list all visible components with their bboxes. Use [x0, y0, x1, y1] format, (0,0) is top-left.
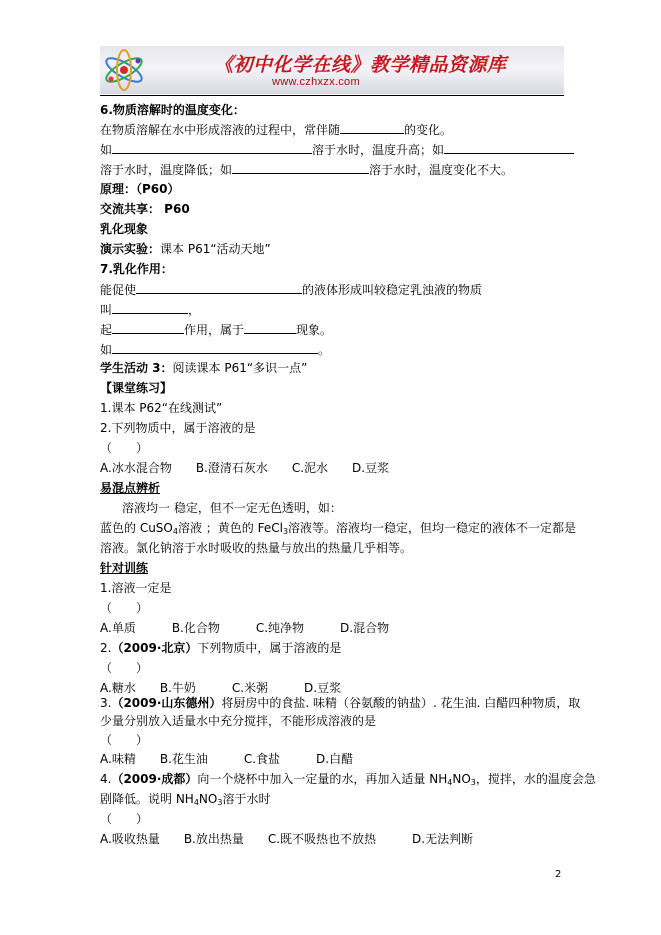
t1-options: A.单质 B.化合物 C.纯净物 D.混合物	[100, 621, 390, 635]
xs-label: 学生活动 3：	[100, 361, 173, 375]
t3-options: A.味精 B.花生油 C.食盐 D.白醋	[100, 752, 354, 766]
jiaoliu: 交流共享： P60	[100, 202, 190, 216]
yh2a: 蓝色的 CuSO	[100, 521, 173, 535]
t1-paren: （ ）	[100, 601, 149, 615]
s6-l1b: 的变化。	[404, 123, 453, 137]
yh-line2	[100, 521, 576, 539]
t3-src: （2009·山东德州）	[111, 696, 222, 710]
atom-logo-icon	[100, 47, 148, 93]
blank	[444, 142, 574, 154]
t4-a: 向一个烧杯中加入一定量的水，再加入适量 NH	[197, 772, 448, 786]
blank	[112, 142, 312, 154]
t2-src: （2009·北京）	[111, 641, 198, 655]
s6-l2a: 如	[100, 143, 113, 157]
blank	[112, 302, 188, 314]
t3-paren: （ ）	[100, 733, 149, 747]
s7-line3	[100, 322, 332, 338]
site-url: www.czhxzx.com	[272, 76, 360, 88]
section6-title: 6.物质溶解时的温度变化：	[100, 103, 245, 117]
blank	[136, 282, 302, 294]
t4-sub1: 4	[447, 778, 453, 787]
yh2-sub1: 4	[172, 527, 178, 536]
k2-options: A.冰水混合物 B.澄清石灰水 C.泥水 D.豆浆	[100, 461, 390, 475]
blank	[244, 322, 296, 334]
yihun-title: 易混点辨析	[100, 481, 161, 495]
blank	[340, 122, 404, 134]
s6-l3a: 溶于水时，温度降低；如	[100, 163, 233, 177]
t2-paren: （ ）	[100, 661, 149, 675]
s7-l3a: 起	[100, 323, 113, 337]
t1: 1.溶液一定是	[100, 581, 172, 595]
xs-text: 阅读课本 P61“多识一点”	[172, 361, 308, 375]
t4-paren: （ ）	[100, 812, 149, 826]
t4-l2-sub1: 4	[193, 798, 199, 807]
yanshi-label: 演示实验：	[100, 242, 161, 256]
s7-l3b: 作用，属于	[184, 323, 245, 337]
t2-text: 下列物质中，属于溶液的是	[197, 641, 342, 655]
ruhua-title: 乳化现象	[100, 222, 149, 236]
t4-l2b: NO	[198, 792, 218, 806]
xs-line	[100, 361, 307, 376]
ketang-title: 【课堂练习】	[100, 381, 173, 395]
s6-l1a: 在物质溶解在水中形成溶液的过程中，常伴随	[100, 123, 341, 137]
brand-title: 《初中化学在线》教学精品资源库	[214, 54, 507, 76]
s7-l4a: 如	[100, 343, 113, 357]
t4-l2a: 剧降低。说明 NH	[100, 792, 194, 806]
s6-line1	[100, 122, 452, 138]
t4-b: NO	[452, 772, 471, 786]
s6-l3b: 溶于水时，温度变化不大。	[369, 163, 514, 177]
blank	[112, 322, 184, 334]
t4-num: 4.	[100, 772, 112, 786]
t2-options: A.糖水 B.牛奶 C.米粥 D.豆浆	[100, 681, 342, 695]
s6-line3	[100, 162, 513, 178]
yh2c: 溶液等。溶液均一稳定，但均一稳定的液体不一定都是	[288, 521, 577, 535]
t4-c: ，搅拌，水的温度会急	[475, 772, 596, 786]
t4-sub2: 3	[470, 778, 476, 787]
t2	[100, 641, 341, 656]
k1: 1.课本 P62“在线测试”	[100, 401, 223, 415]
page-number: 2	[555, 869, 562, 880]
yuanli: 原理：（P60）	[100, 182, 180, 196]
s7-l3c: 现象。	[296, 323, 333, 337]
s6-line2	[100, 142, 574, 158]
section7-title: 7.乳化作用：	[100, 262, 173, 276]
t4-l2c: 溶于水时	[222, 792, 271, 806]
t4	[100, 772, 596, 790]
zhendui-title: 针对训练	[100, 561, 149, 575]
yanshi-text: 课本 P61“活动天地”	[160, 242, 271, 256]
s7-l4b: 。	[318, 343, 331, 357]
t4-line2	[100, 792, 270, 810]
yh2-sub2: 3	[282, 527, 289, 536]
s7-line1	[100, 282, 482, 298]
t2-num: 2.	[100, 641, 112, 655]
yh-line1: 溶液均一 稳定，但不一定无色透明，如：	[122, 501, 342, 515]
t3-num: 3.	[100, 696, 112, 710]
t4-src: （2009·成都）	[111, 772, 198, 786]
s7-l1a: 能促使	[100, 283, 137, 297]
blank	[112, 342, 318, 354]
s7-l2a: 叫	[100, 303, 113, 317]
s7-line2	[100, 302, 200, 318]
s7-l2b: ，	[188, 303, 201, 317]
s7-l1b: 的液体形成叫较稳定乳浊液的物质	[302, 283, 483, 297]
s6-l2b: 溶于水时，温度升高；如	[312, 143, 445, 157]
k2: 2.下列物质中，属于溶液的是	[100, 421, 256, 435]
t4-l2-sub2: 3	[217, 798, 223, 807]
k2-paren: （ ）	[100, 441, 149, 455]
blank	[232, 162, 369, 174]
t4-options: A.吸收热量 B.放出热量 C.既不吸热也不放热 D.无法判断	[100, 832, 474, 846]
s7-line4	[100, 342, 330, 358]
header-divider	[100, 95, 564, 96]
t3	[100, 696, 580, 711]
yanshi-line	[100, 242, 271, 257]
yh-line3: 溶液。氯化钠溶于水时吸收的热量与放出的热量几乎相等。	[100, 541, 413, 555]
t3-line2: 少量分别放入适量水中充分搅拌，不能形成溶液的是	[100, 714, 377, 728]
yh2b: 溶液 ；黄色的 FeCl	[177, 521, 283, 535]
t3-text: 将厨房中的食盐. 味精（谷氨酸的钠盐）. 花生油. 白醋四种物质，取	[221, 696, 581, 710]
